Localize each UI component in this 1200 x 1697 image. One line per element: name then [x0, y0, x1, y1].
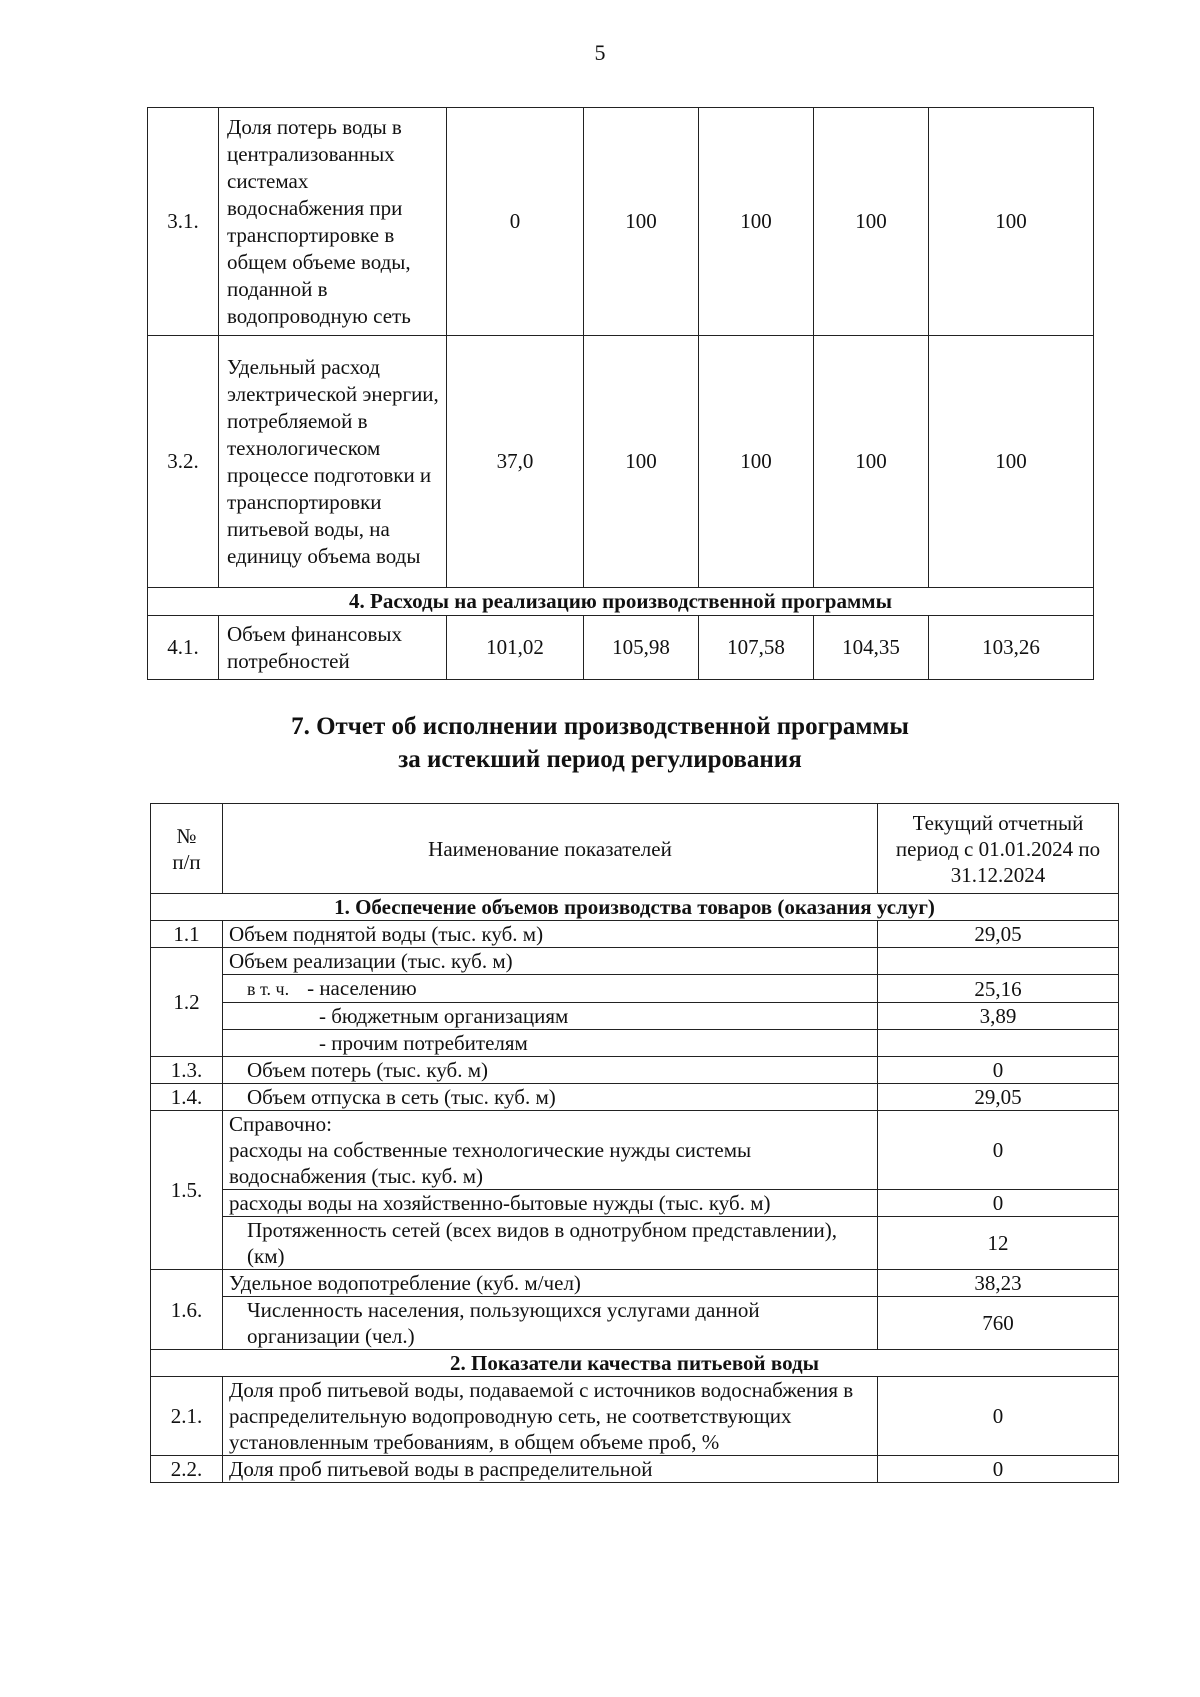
- table-row: [151, 1030, 1119, 1057]
- table-header-row: [151, 804, 1119, 894]
- table-row: [151, 1084, 1119, 1111]
- table-row: [151, 1297, 1119, 1350]
- value-cell: 38,23: [878, 1270, 1119, 1297]
- indicator-name: Доля проб питьевой воды в распределительной: [223, 1456, 878, 1483]
- indicator-text: Объем отпуска в сеть (тыс. куб. м): [247, 1085, 556, 1109]
- indicator-name: Объем поднятой воды (тыс. куб. м): [223, 921, 878, 948]
- value-cell: 104,35: [814, 616, 929, 680]
- row-number: 3.2.: [148, 336, 219, 588]
- value-cell: 100: [584, 336, 699, 588]
- indicator-text: Объем потерь (тыс. куб. м): [247, 1058, 489, 1082]
- indicator-name: [223, 1084, 878, 1111]
- value-cell: [878, 1030, 1119, 1057]
- table-row: [151, 1003, 1119, 1030]
- row-number: 4.1.: [148, 616, 219, 680]
- section-row: [148, 588, 1094, 616]
- column-header-number: № п/п: [151, 804, 223, 894]
- indicator-name: [223, 1057, 878, 1084]
- value-cell: 100: [929, 336, 1094, 588]
- section-title: 1. Обеспечение объемов производства товаров (оказания услуг): [151, 894, 1119, 921]
- value-cell: 100: [699, 336, 814, 588]
- row-number: 1.1: [151, 921, 223, 948]
- page-number: 5: [594, 40, 606, 65]
- indicators-table: [147, 107, 1094, 680]
- section-title: 4. Расходы на реализацию производственной программы: [148, 588, 1094, 616]
- indicator-name: Объем финансовых потребностей: [219, 616, 447, 680]
- indicator-name: Удельное водопотребление (куб. м/чел): [223, 1270, 878, 1297]
- table-row: [151, 1270, 1119, 1297]
- row-number: 1.4.: [151, 1084, 223, 1111]
- value-cell: 105,98: [584, 616, 699, 680]
- sub-item-name: - бюджетным организациям: [319, 1004, 569, 1028]
- value-cell: 12: [878, 1217, 1119, 1270]
- indicator-name: Объем реализации (тыс. куб. м): [223, 948, 878, 975]
- indicator-text: Протяженность сетей (всех видов в однотрубном представлении), (км): [247, 1218, 837, 1268]
- indicator-text: Численность населения, пользующихся услугами данной организации (чел.): [247, 1298, 760, 1348]
- reference-label: Справочно:: [229, 1112, 332, 1136]
- table-row: [148, 336, 1094, 588]
- value-cell: 760: [878, 1297, 1119, 1350]
- indicator-name: Доля проб питьевой воды, подаваемой с источников водоснабжения в распределительную водопроводную сеть, не соответствующих установленным требованиям, в общем объеме проб, %: [223, 1377, 878, 1456]
- table-row: [151, 975, 1119, 1003]
- report-table: [150, 803, 1119, 1483]
- column-header-name: Наименование показателей: [223, 804, 878, 894]
- value-cell: 0: [447, 108, 584, 336]
- sub-prefix: в т. ч.: [247, 979, 290, 999]
- table-row: [151, 948, 1119, 975]
- value-cell: 100: [929, 108, 1094, 336]
- table-row: [151, 1217, 1119, 1270]
- section-row: [151, 1350, 1119, 1377]
- value-cell: 0: [878, 1377, 1119, 1456]
- value-cell: 3,89: [878, 1003, 1119, 1030]
- indicator-name: расходы воды на хозяйственно-бытовые нужды (тыс. куб. м): [223, 1190, 878, 1217]
- value-cell: 29,05: [878, 1084, 1119, 1111]
- value-cell: 100: [814, 108, 929, 336]
- value-cell: 100: [814, 336, 929, 588]
- value-cell: 100: [699, 108, 814, 336]
- indicator-name: [223, 975, 878, 1003]
- indicator-name: Доля потерь воды в централизованных системах водоснабжения при транспортировке в общем объеме воды, поданной в водопроводную сеть: [219, 108, 447, 336]
- value-cell: 0: [878, 1190, 1119, 1217]
- indicator-name: Удельный расход электрической энергии, потребляемой в технологическом процессе подготовки и транспортировки питьевой воды, на единицу объема воды: [219, 336, 447, 588]
- indicator-name: [223, 1003, 878, 1030]
- row-number: 2.1.: [151, 1377, 223, 1456]
- section-row: [151, 894, 1119, 921]
- indicator-name: [223, 1111, 878, 1190]
- indicator-text: расходы на собственные технологические нужды системы водоснабжения (тыс. куб. м): [229, 1138, 752, 1188]
- row-number: 2.2.: [151, 1456, 223, 1483]
- row-number: 1.2: [151, 948, 223, 1057]
- row-number: 1.6.: [151, 1270, 223, 1350]
- table-row: [151, 1057, 1119, 1084]
- table-row: [151, 1456, 1119, 1483]
- value-cell: 0: [878, 1057, 1119, 1084]
- value-cell: 100: [584, 108, 699, 336]
- sub-item-name: - населению: [307, 976, 417, 1000]
- value-cell: 103,26: [929, 616, 1094, 680]
- table-row: [151, 1190, 1119, 1217]
- indicator-name: [223, 1030, 878, 1057]
- section-heading: [0, 710, 1200, 776]
- indicator-name: [223, 1217, 878, 1270]
- sub-item-name: - прочим потребителям: [319, 1031, 528, 1055]
- column-header-period: Текущий отчетный период с 01.01.2024 по 31.12.2024: [878, 804, 1119, 894]
- value-cell: [878, 948, 1119, 975]
- table-row: [148, 108, 1094, 336]
- value-cell: 25,16: [878, 975, 1119, 1003]
- row-number: 3.1.: [148, 108, 219, 336]
- heading-line: 7. Отчет об исполнении производственной программы: [291, 713, 909, 740]
- table-row: [151, 1111, 1119, 1190]
- section-title: 2. Показатели качества питьевой воды: [151, 1350, 1119, 1377]
- table-row: [151, 1377, 1119, 1456]
- value-cell: 101,02: [447, 616, 584, 680]
- value-cell: 0: [878, 1111, 1119, 1190]
- table-row: [151, 921, 1119, 948]
- value-cell: 0: [878, 1456, 1119, 1483]
- table-row: [148, 616, 1094, 680]
- value-cell: 107,58: [699, 616, 814, 680]
- row-number: 1.5.: [151, 1111, 223, 1270]
- indicator-name: [223, 1297, 878, 1350]
- value-cell: 29,05: [878, 921, 1119, 948]
- row-number: 1.3.: [151, 1057, 223, 1084]
- value-cell: 37,0: [447, 336, 584, 588]
- heading-line: за истекший период регулирования: [398, 746, 802, 773]
